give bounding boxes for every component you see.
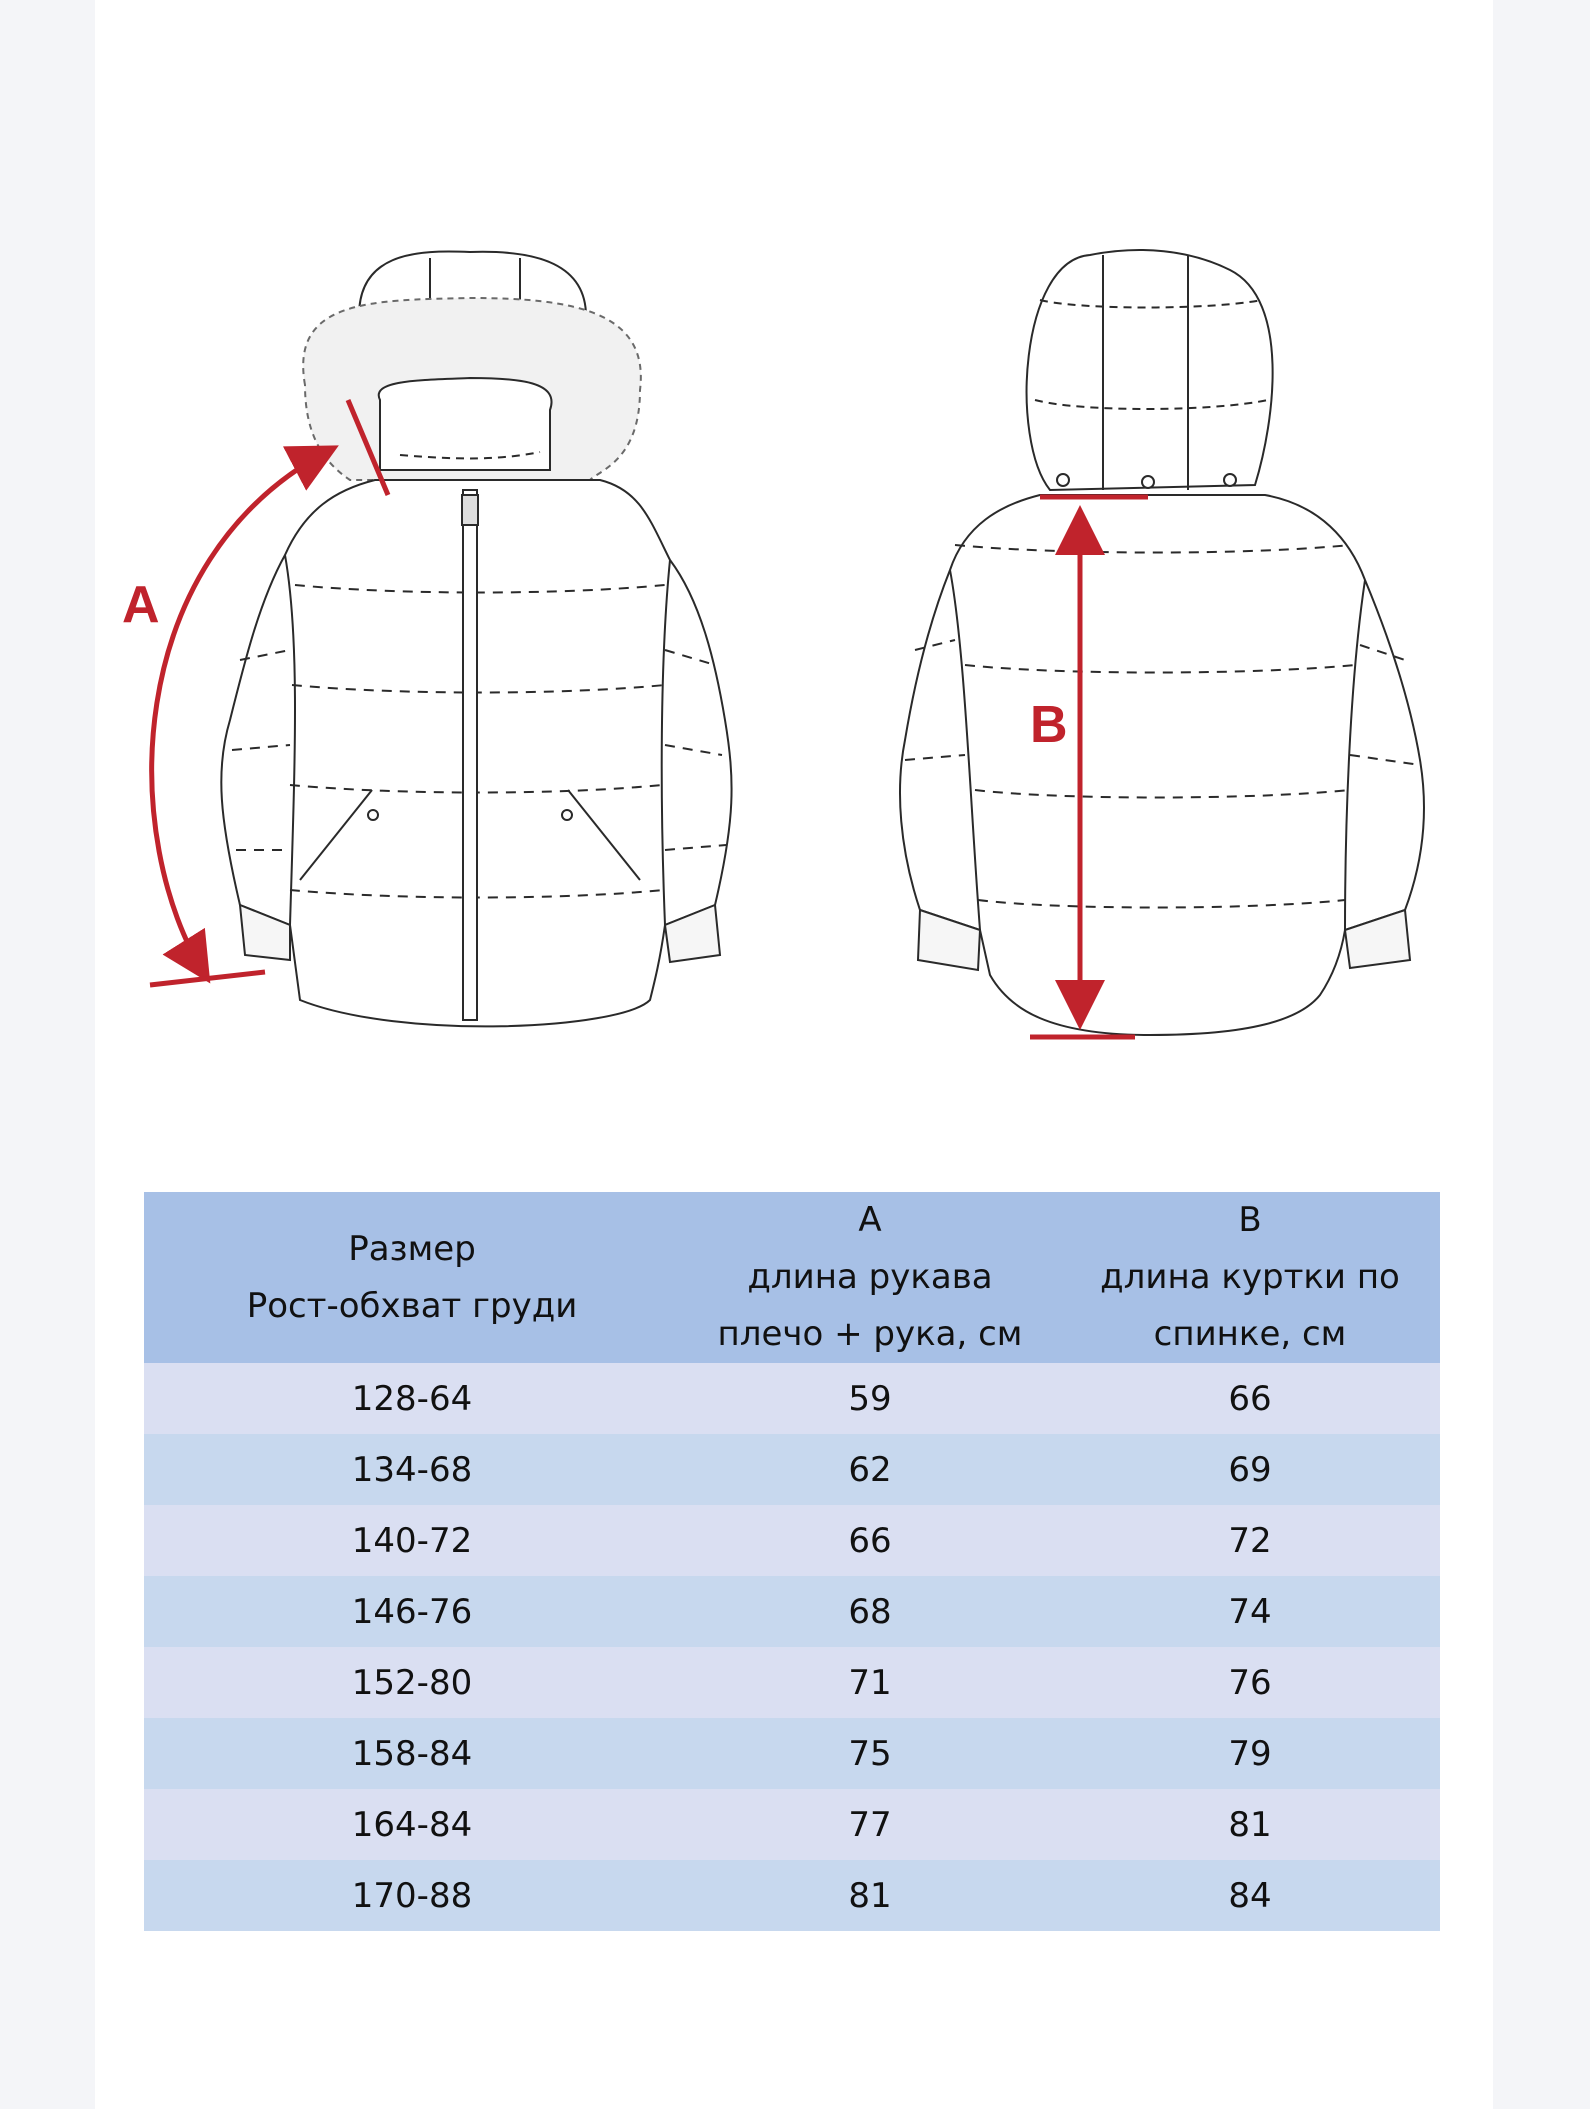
cell-size: 152-80 xyxy=(144,1647,680,1718)
cell-b: 66 xyxy=(1060,1363,1440,1434)
cell-a: 66 xyxy=(680,1505,1060,1576)
cell-b: 69 xyxy=(1060,1434,1440,1505)
table-row xyxy=(144,1505,1440,1576)
cell-b: 79 xyxy=(1060,1718,1440,1789)
header-size xyxy=(144,1192,680,1363)
header-b xyxy=(1060,1192,1440,1363)
cell-b: 74 xyxy=(1060,1576,1440,1647)
header-size-line-2: Рост-обхват груди xyxy=(246,1285,578,1326)
cell-size: 170-88 xyxy=(144,1860,680,1931)
cell-a: 75 xyxy=(680,1718,1060,1789)
cell-a: 59 xyxy=(680,1363,1060,1434)
header-a xyxy=(680,1192,1060,1363)
header-size-line-1: Размер xyxy=(348,1228,476,1269)
table-header-row xyxy=(144,1192,1440,1363)
cell-size: 164-84 xyxy=(144,1789,680,1860)
header-a-line-2: длина рукава xyxy=(747,1257,993,1297)
cell-size: 140-72 xyxy=(144,1505,680,1576)
cell-size: 134-68 xyxy=(144,1434,680,1505)
cell-a: 77 xyxy=(680,1789,1060,1860)
header-b-line-2: длина куртки по xyxy=(1100,1257,1400,1297)
cell-size: 158-84 xyxy=(144,1718,680,1789)
label-b: B xyxy=(1030,696,1068,754)
table-row xyxy=(144,1363,1440,1434)
cell-b: 76 xyxy=(1060,1647,1440,1718)
cell-size: 146-76 xyxy=(144,1576,680,1647)
cell-size: 128-64 xyxy=(144,1363,680,1434)
cell-b: 72 xyxy=(1060,1505,1440,1576)
table-row xyxy=(144,1647,1440,1718)
back-jacket xyxy=(900,250,1424,1035)
header-b-line-1: B xyxy=(1238,1200,1262,1240)
table-row xyxy=(144,1434,1440,1505)
cell-b: 81 xyxy=(1060,1789,1440,1860)
cell-a: 81 xyxy=(680,1860,1060,1931)
table-row xyxy=(144,1860,1440,1931)
header-a-line-3: плечо + рука, см xyxy=(717,1314,1023,1354)
cell-a: 71 xyxy=(680,1647,1060,1718)
table-row xyxy=(144,1789,1440,1860)
table-row xyxy=(144,1718,1440,1789)
cell-b: 84 xyxy=(1060,1860,1440,1931)
header-b-line-3: спинке, см xyxy=(1153,1314,1347,1354)
label-a: A xyxy=(122,576,160,634)
front-jacket xyxy=(221,251,731,1026)
header-a-line-1: A xyxy=(858,1200,882,1240)
cell-a: 68 xyxy=(680,1576,1060,1647)
table-row xyxy=(144,1576,1440,1647)
cell-a: 62 xyxy=(680,1434,1060,1505)
size-chart-table xyxy=(144,1192,1440,1931)
